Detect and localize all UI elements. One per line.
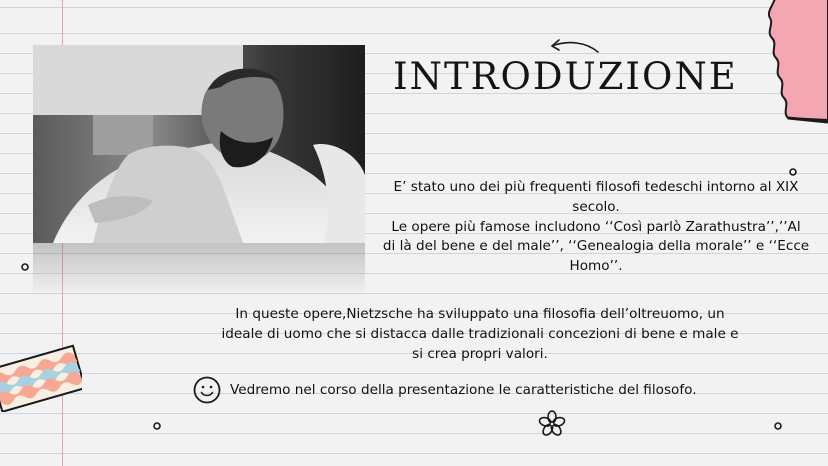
ring-dot-decoration [20,262,30,272]
intro-line: E’ stato uno dei più frequenti filosofi tedeschi intorno al XIX [393,179,799,195]
slide-title: INTRODUZIONE [393,55,738,98]
ring-dot-decoration [788,167,798,177]
intro-line: Homo’’. [569,258,623,275]
portrait-photo [33,45,365,243]
ring-dot-decoration [773,421,783,431]
flower-icon [537,409,567,439]
oltreuomo-paragraph: In queste opere,Nietzsche ha sviluppato una filosofia dell’oltreuomo, un ideale di uomo che si distacca dalle tradizionali concezioni di bene e male e si crea propri valori. [221,306,739,362]
portrait-reflection [33,243,365,295]
ring-dot-decoration [152,421,162,431]
intro-line: Le opere più famose includono ‘‘Così parlò Zarathustra’’,’’Al [391,218,801,235]
intro-line: di là del bene e del male’’, ‘‘Genealogia della morale’’ e ‘‘Ecce [382,238,810,255]
striped-tape-decoration [0,340,82,412]
intro-paragraph [382,178,810,277]
smiley-icon [192,375,222,405]
pink-tape-decoration [762,0,828,124]
closing-sentence: Vedremo nel corso della presentazione le caratteristiche del filosofo. [230,382,697,398]
intro-line: secolo. [572,198,620,215]
